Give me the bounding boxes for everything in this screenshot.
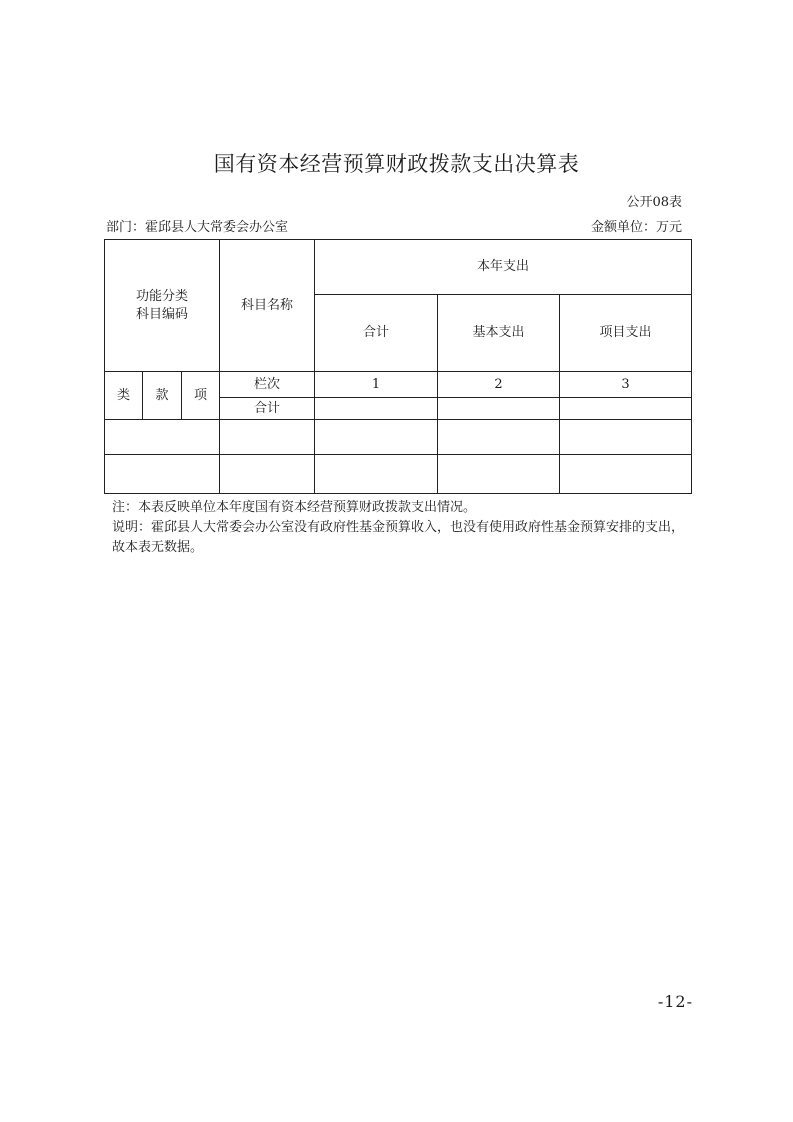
table-explanation: 说明：霍邱县人大常委会办公室没有政府性基金预算收入，也没有使用政府性基金预算安排的支出，故本表无数据。 <box>112 520 685 555</box>
table-cell <box>315 420 438 455</box>
total-row-cell <box>560 398 692 420</box>
column-number-1: 1 <box>315 372 438 398</box>
function-class-header <box>105 240 220 372</box>
page-number: -12- <box>657 992 693 1011</box>
column-number-label: 栏次 <box>220 372 315 398</box>
project-expense-header: 项目支出 <box>560 295 692 372</box>
total-row-cell <box>315 398 438 420</box>
kuan-header: 款 <box>143 372 182 420</box>
table-cell <box>438 455 560 494</box>
table-note: 注：本表反映单位本年度国有资本经营预算财政拨款支出情况。 <box>112 500 477 515</box>
total-row-label: 合计 <box>220 398 315 420</box>
table-row <box>105 420 692 455</box>
subject-name-header: 科目名称 <box>220 240 315 372</box>
table-cell <box>315 455 438 494</box>
table-cell <box>560 455 692 494</box>
column-number-3: 3 <box>560 372 692 398</box>
table-row <box>105 455 692 494</box>
table-cell <box>105 420 220 455</box>
function-class-label: 功能分类 <box>135 288 188 304</box>
lei-header: 类 <box>105 372 143 420</box>
current-year-expense-header: 本年支出 <box>315 240 692 295</box>
total-header: 合计 <box>315 295 438 372</box>
table-cell <box>105 455 220 494</box>
form-code: 公开08表 <box>626 195 682 210</box>
table-cell <box>560 420 692 455</box>
total-row-cell <box>438 398 560 420</box>
subject-code-label: 科目编码 <box>135 306 188 322</box>
notes-section <box>112 498 687 558</box>
table-cell <box>438 420 560 455</box>
amount-unit-label: 金额单位：万元 <box>590 220 682 235</box>
expense-table <box>104 239 692 494</box>
table-cell <box>220 420 315 455</box>
department-label: 部门：霍邱县人大常委会办公室 <box>106 220 289 235</box>
xiang-header: 项 <box>182 372 220 420</box>
table-cell <box>220 455 315 494</box>
column-number-2: 2 <box>438 372 560 398</box>
document-title: 国有资本经营预算财政拨款支出决算表 <box>213 152 580 176</box>
basic-expense-header: 基本支出 <box>438 295 560 372</box>
